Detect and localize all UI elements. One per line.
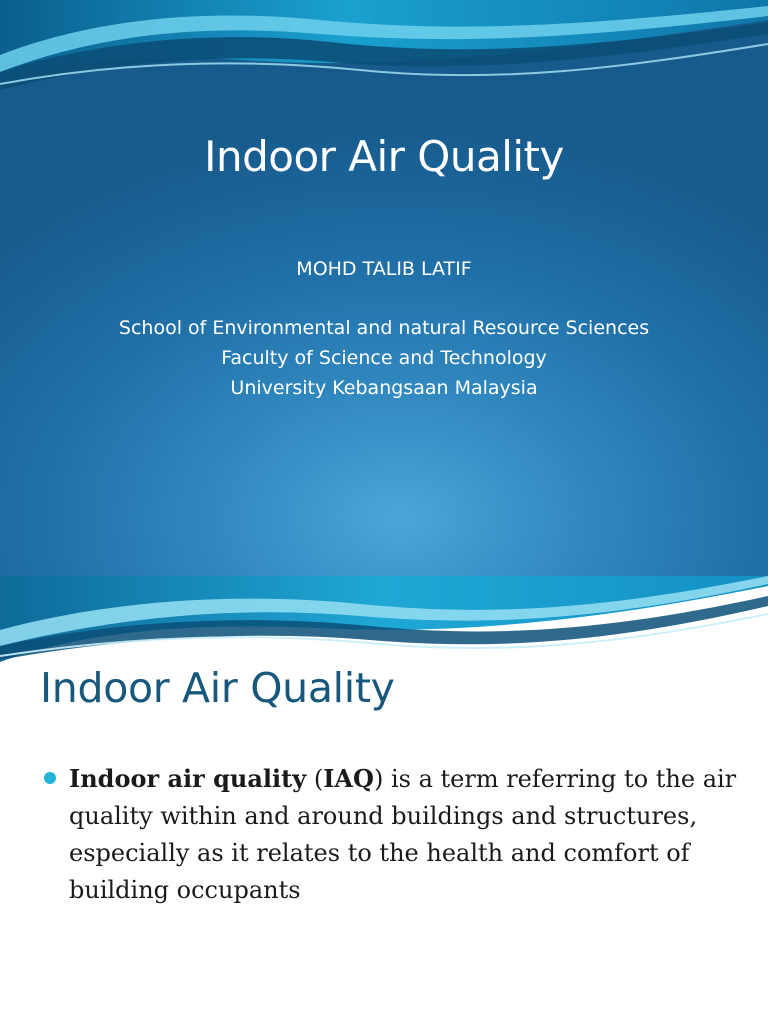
bullet-text (69, 760, 744, 909)
bullet-abbreviation: IAQ (323, 764, 374, 793)
content-slide (0, 576, 768, 1024)
title-slide-heading: Indoor Air Quality (204, 132, 564, 181)
top-wave-decoration (0, 0, 768, 110)
bullet-dot-icon (44, 772, 56, 784)
bullet-item (44, 760, 744, 909)
affiliation-line: Faculty of Science and Technology (221, 347, 547, 369)
bullet-paren-open: ( (306, 765, 324, 793)
bullet-term: Indoor air quality (69, 764, 307, 793)
top-wave-decoration (0, 576, 768, 666)
author-name: MOHD TALIB LATIF (296, 258, 472, 280)
bullet-definition: ) is a term referring to the air quality within and around buildings and structures, especially as it relates to the health and comfort of building occupants (69, 765, 737, 904)
affiliation-line: School of Environmental and natural Resource Sciences (118, 317, 650, 339)
content-slide-heading: Indoor Air Quality (40, 664, 395, 712)
affiliation-line: University Kebangsaan Malaysia (230, 377, 538, 399)
